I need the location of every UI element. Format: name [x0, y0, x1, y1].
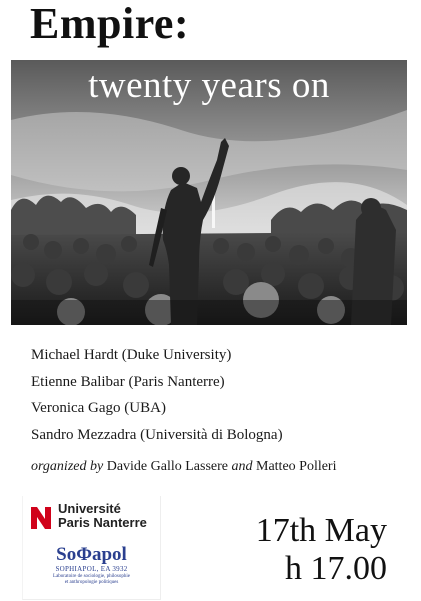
organized-by-label: organized by	[31, 459, 104, 474]
organizer-name: Matteo Polleri	[256, 459, 337, 474]
university-name	[58, 502, 147, 530]
lab-name: SoΦapol	[56, 544, 127, 565]
institution-logos	[22, 496, 161, 600]
sophiapol-logo	[23, 545, 160, 586]
protest-photo	[11, 60, 407, 325]
event-date: 17th May	[255, 512, 387, 549]
speaker-item: Michael Hardt (Duke University)	[31, 347, 232, 363]
lab-code: SOPHIAPOL, EA 3932	[55, 565, 128, 573]
event-time: h 17.00	[285, 550, 387, 587]
university-name-line2: Paris Nanterre	[58, 515, 147, 530]
lab-desc-line1: Laboratoire de sociologie, philosophie	[53, 574, 130, 579]
speaker-item: Etienne Balibar (Paris Nanterre)	[31, 373, 225, 390]
speaker-list	[31, 342, 283, 448]
organizer-name: Davide Gallo Lassere	[106, 459, 228, 474]
event-datetime	[256, 512, 387, 588]
speaker-item: Veronica Gago (UBA)	[31, 400, 166, 416]
organizer-conjunction: and	[231, 459, 253, 474]
poster-subtitle: twenty years on	[88, 65, 330, 106]
organizers-line	[31, 459, 337, 475]
universite-paris-nanterre-logo-icon	[29, 505, 53, 531]
speaker-item: Sandro Mezzadra (Università di Bologna)	[31, 426, 283, 443]
university-name-line1: Université	[58, 501, 121, 516]
poster-title: Empire:	[30, 0, 190, 48]
lab-desc-line2: et anthropologie politiques	[64, 580, 119, 585]
